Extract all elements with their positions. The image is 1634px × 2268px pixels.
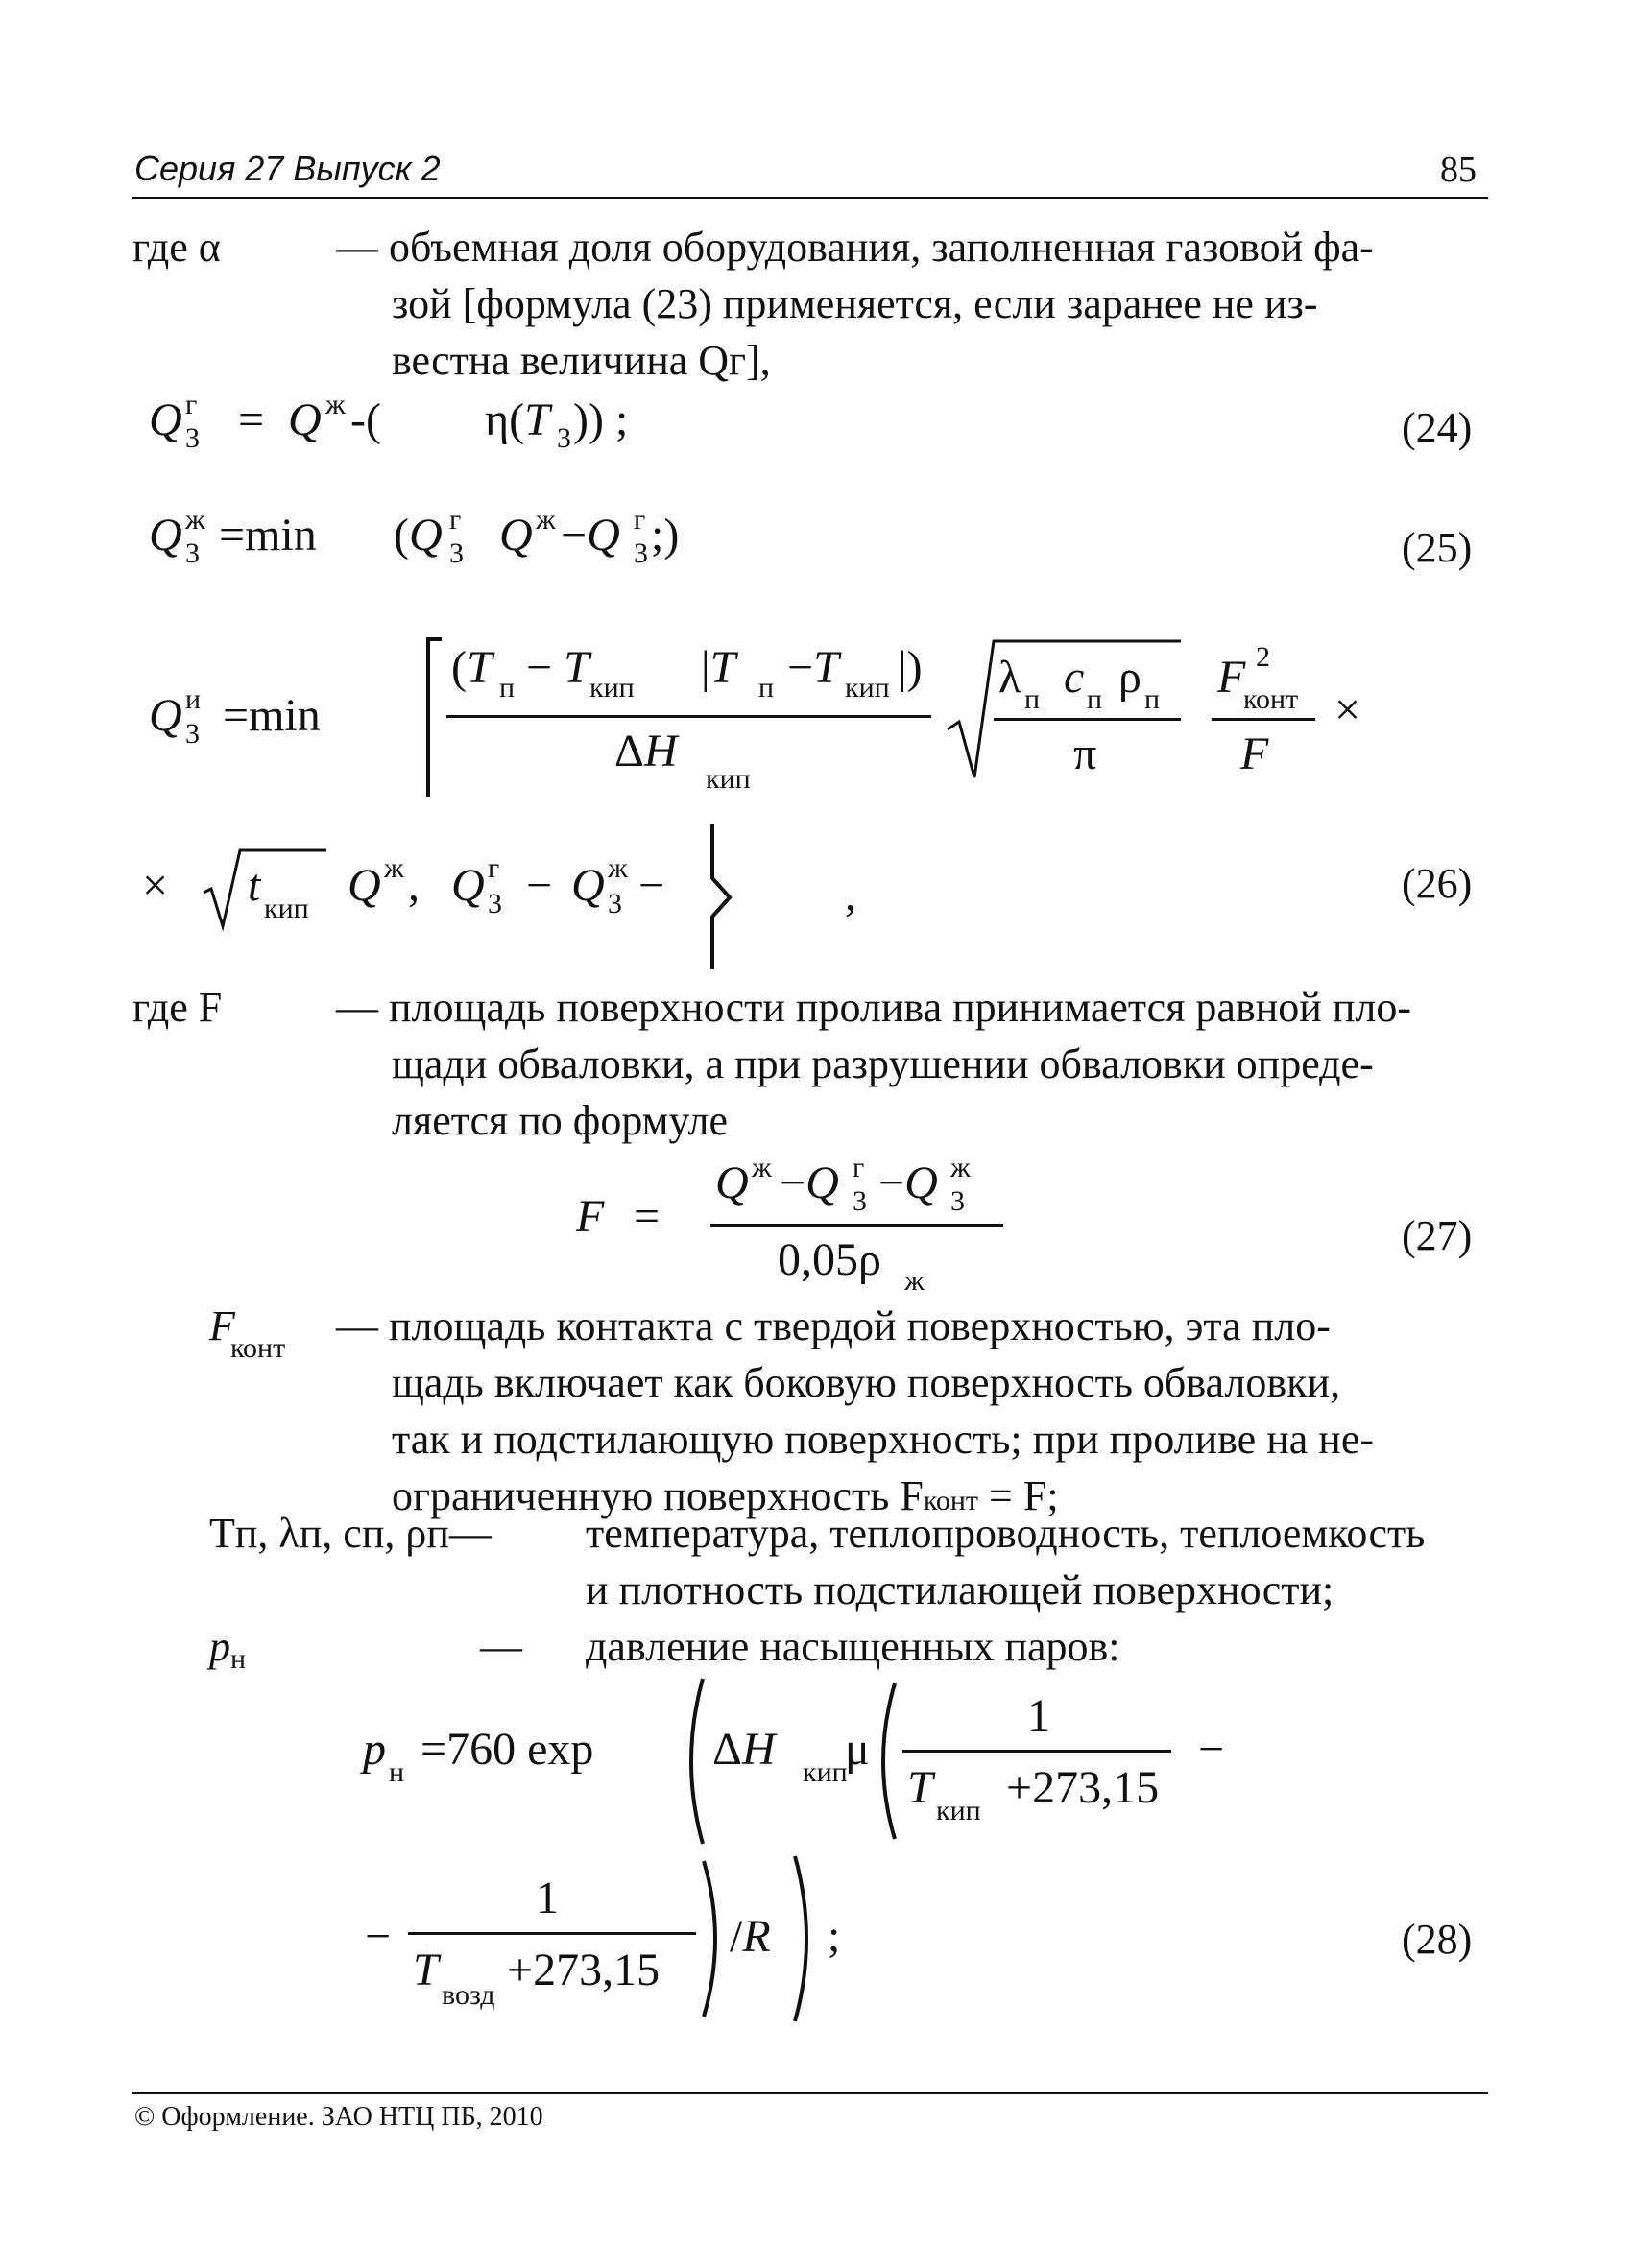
Fkont-label: F	[209, 1302, 235, 1349]
page-number: 85	[1440, 150, 1477, 190]
alpha-where-label: где α	[132, 224, 221, 271]
equation-number-28: (28)	[1402, 1916, 1473, 1963]
equation-number-25: (25)	[1402, 524, 1473, 571]
pn-dash: —	[480, 1623, 522, 1670]
outer-paren-left-28	[672, 1675, 710, 1848]
F-where-label: где F	[132, 984, 223, 1031]
inner-paren-left-28	[864, 1680, 902, 1843]
outer-paren-right-28	[787, 1852, 826, 2025]
pn-def-text: давление насыщенных паров:	[586, 1623, 1120, 1670]
F-def-line-1: — площадь поверхности пролива принимается равной пло-	[336, 984, 1411, 1031]
Fkont-def-line-4: ограниченную поверхность Fконт = F;	[392, 1472, 1059, 1519]
F-def-line-2: щади обваловки, а при разрушении обваловки опреде-	[392, 1040, 1374, 1087]
pn-label: p	[209, 1623, 230, 1670]
Fkont-def-line-2: щадь включает как боковую поверхность обваловки,	[392, 1359, 1341, 1406]
header-rule	[132, 197, 1488, 199]
left-brace-26	[421, 633, 449, 801]
Tn-def-line-1: температура, теплопроводность, теплоемкость	[586, 1510, 1426, 1557]
right-brace-26	[672, 821, 739, 974]
footer-rule	[132, 2092, 1488, 2094]
pn-label-sub: н	[230, 1643, 247, 1675]
equation-number-26: (26)	[1402, 860, 1473, 907]
Fkont-def-line-1: — площадь контакта с твердой поверхностью, эта пло-	[336, 1302, 1331, 1349]
Fkont-label-sub: конт	[230, 1332, 286, 1364]
inner-paren-right-28	[696, 1857, 734, 2020]
running-header: Серия 27 Выпуск 2	[134, 149, 441, 188]
alpha-def-line-2: зой [формула (23) применяется, если заранее не из-	[392, 280, 1318, 327]
equation-number-24: (24)	[1402, 404, 1473, 451]
Fkont-def-line-3: так и подстилающую поверхность; при проливе на не-	[392, 1416, 1374, 1463]
equation-number-27: (27)	[1402, 1212, 1473, 1259]
F-def-line-3: ляется по формуле	[392, 1097, 729, 1144]
alpha-def-line-1: — объемная доля оборудования, заполненная газовой фа-	[336, 224, 1374, 271]
alpha-def-line-3: вестна величина Qг],	[392, 337, 771, 384]
Tn-def-line-2: и плотность подстилающей поверхности;	[586, 1566, 1334, 1613]
Tn-def-label: Tп, λп, cп, ρп—	[209, 1510, 492, 1557]
footer-copyright: © Оформление. ЗАО НТЦ ПБ, 2010	[134, 2102, 543, 2132]
